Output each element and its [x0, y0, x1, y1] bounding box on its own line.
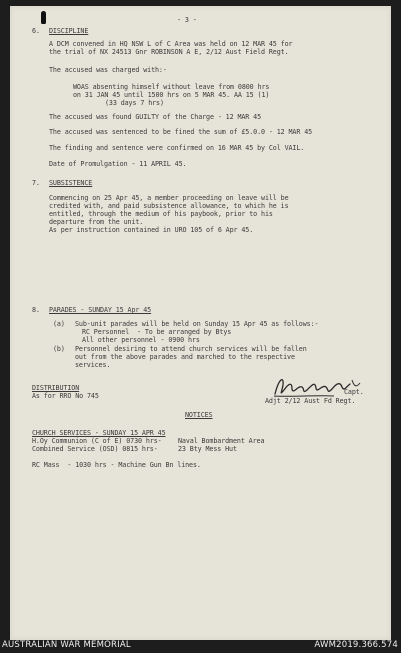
signature-role: Adjt 2/12 Aust Fd Regt. — [265, 397, 356, 405]
s6-found: The accused was found GUILTY of the Charge - 12 MAR 45 — [49, 113, 262, 121]
s8-a-line-1: Sub-unit parades will be held on Sunday 15 Apr 45 as follows:- — [75, 320, 319, 328]
s7-line-1: Commencing on 25 Apr 45, a member proceeding on leave will be — [49, 194, 289, 202]
s6-promulgation: Date of Promulgation - 11 APRIL 45. — [49, 160, 187, 168]
s8-b-line-1: Personnel desiring to attend church services will be fallen — [75, 345, 307, 353]
church-services-title: CHURCH SERVICES - SUNDAY 15 APR 45 — [32, 429, 166, 437]
section-8-number: 8. — [32, 306, 40, 314]
distribution-line: As for RRO No 745 — [32, 392, 99, 400]
s6-confirmed: The finding and sentence were confirmed on 16 MAR 45 by Col VAIL. — [49, 144, 305, 152]
s8-b-line-3: services. — [75, 361, 111, 369]
s8-a-line-3: All other personnel - 0900 hrs — [82, 336, 200, 344]
s6-line-1: A DCM convened in HQ NSW L of C Area was held on 12 MAR 45 for — [49, 40, 293, 48]
section-7-number: 7. — [32, 179, 40, 187]
footer-accession-number: AWM2019.366.574 — [314, 640, 398, 650]
s6-charged: The accused was charged with:- — [49, 66, 167, 74]
s7-line-5: As per instruction contained in URO 105 of 6 Apr 45. — [49, 226, 254, 234]
s6-charge-3: (33 days 7 hrs) — [105, 99, 164, 107]
s7-line-4: departure from the unit. — [49, 218, 144, 226]
s8-b-line-2: out from the above parades and marched to the respective — [75, 353, 295, 361]
document-page — [10, 6, 391, 640]
distribution-title: DISTRIBUTION — [32, 384, 80, 392]
notices-title: NOTICES — [185, 411, 213, 419]
section-8-title: PARADES - SUNDAY 15 Apr 45 — [49, 306, 152, 314]
s6-charge-2: on 31 JAN 45 until 1500 hrs on 5 MAR 45. AA 15 (1) — [73, 91, 270, 99]
s8-item-a-label: (a) — [53, 320, 65, 328]
section-6-title: DISCIPLINE — [49, 27, 89, 35]
footer-source: AUSTRALIAN WAR MEMORIAL — [2, 640, 131, 650]
paper-clip-mark — [41, 11, 46, 24]
church-line-3: RC Mass - 1030 hrs - Machine Gun Bn lines. — [32, 461, 201, 469]
s7-line-2: credited with, and paid subsistence allowance, to which he is — [49, 202, 289, 210]
church-line-2-left: Combined Service (OSD) 0815 hrs- — [32, 445, 158, 453]
s7-line-3: entitled, through the medium of his paybook, prior to his — [49, 210, 273, 218]
signature-rank: Capt. — [344, 388, 364, 396]
section-6-number: 6. — [32, 27, 40, 35]
s8-a-line-2: RC Personnel - To be arranged by Btys — [82, 328, 232, 336]
page-number: - 3 - — [177, 16, 197, 24]
church-line-1-left: H.Oy Communion (C of E) 0730 hrs- — [32, 437, 162, 445]
church-line-1-right: Naval Bombardment Area — [178, 437, 265, 445]
s6-line-2: the trial of NX 24513 Gnr ROBINSON A E, 2/12 Aust Field Regt. — [49, 48, 289, 56]
church-line-2-right: 23 Bty Mess Hut — [178, 445, 237, 453]
s6-charge-1: WOAS absenting himself without leave from 0800 hrs — [73, 83, 270, 91]
section-7-title: SUBSISTENCE — [49, 179, 93, 187]
s6-sentence: The accused was sentenced to be fined the sum of £5.0.0 - 12 MAR 45 — [49, 128, 313, 136]
s8-item-b-label: (b) — [53, 345, 65, 353]
